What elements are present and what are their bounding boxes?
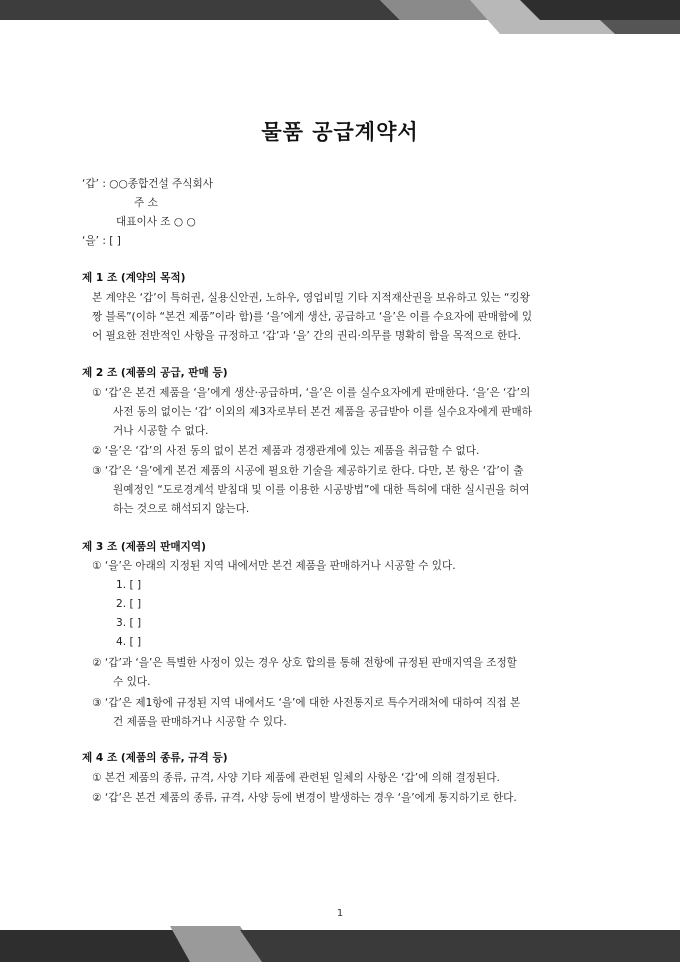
article-1-heading: 제 1 조 (계약의 목적) — [82, 272, 186, 284]
footer-decoration — [0, 926, 680, 962]
article-4-line: ① 본건 제품의 종류, 규격, 사양 기타 제품에 관련된 일체의 사항은 ‘갑’에 의해 결정된다. — [92, 772, 500, 784]
article-3-line: ③ ‘갑’은 제1항에 규정된 지역 내에서도 ‘을’에 대한 사전통지로 특수거래처에 대하여 직접 본 — [92, 697, 521, 709]
region-item: 4. [ ] — [116, 636, 142, 648]
article-2-line: ② ‘을’은 ‘갑’의 사전 동의 없이 본건 제품과 경쟁관계에 있는 제품을 취급할 수 없다. — [92, 445, 480, 457]
region-item: 2. [ ] — [116, 598, 142, 610]
article-3-heading: 제 3 조 (제품의 판매지역) — [82, 541, 206, 553]
page-number: 1 — [336, 908, 344, 919]
region-item: 3. [ ] — [116, 617, 142, 629]
article-2-heading: 제 2 조 (제품의 공급, 판매 등) — [82, 367, 228, 379]
article-2-line: 하는 것으로 해석되지 않는다. — [113, 503, 250, 515]
party-eul: ‘을’ : [ ] — [82, 235, 121, 247]
article-2-line: 사전 동의 없이는 ‘갑’ 이외의 제3자로부터 본건 제품을 공급받아 이를 실수요자에게 판매하 — [113, 406, 532, 418]
party-address: 주 소 — [134, 197, 158, 209]
article-1-line: 짱 블록”(이하 “본건 제품”이라 함)를 ‘을’에게 생산, 공급하고 ‘을’은 이를 수요자에 판매함에 있 — [92, 311, 533, 323]
region-item: 1. [ ] — [116, 579, 142, 591]
article-3-line: 건 제품을 판매하거나 시공할 수 있다. — [113, 716, 287, 728]
header-decoration — [0, 0, 680, 34]
party-gap: ‘갑’ : ○○종합건설 주식회사 — [82, 178, 213, 190]
article-1-line: 어 필요한 전반적인 사항을 규정하고 ‘갑’과 ‘을’ 간의 권리·의무를 명확히 함을 목적으로 한다. — [92, 330, 522, 342]
article-2-line: 원예정인 “도로경계석 받침대 및 이를 이용한 시공방법”에 대한 특허에 대한 실시권을 허여 — [113, 484, 530, 496]
article-1-line: 본 계약은 ‘갑’이 특허권, 실용신안권, 노하우, 영업비밀 기타 지적재산권을 보유하고 있는 “킹왕 — [92, 292, 531, 304]
article-2-line: 거나 시공할 수 없다. — [113, 425, 209, 437]
party-ceo: 대표이사 조 ○ ○ — [116, 216, 196, 228]
article-4-heading: 제 4 조 (제품의 종류, 규격 등) — [82, 752, 228, 764]
article-3-line: ① ‘을’은 아래의 지정된 지역 내에서만 본건 제품을 판매하거나 시공할 수 있다. — [92, 560, 456, 572]
article-2-line: ① ‘갑’은 본건 제품을 ‘을’에게 생산·공급하며, ‘을’은 이를 실수요자에게 판매한다. ‘을’은 ‘갑’의 — [92, 387, 531, 399]
article-3-line: ② ‘갑’과 ‘을’은 특별한 사정이 있는 경우 상호 합의를 통해 전항에 규정된 판매지역을 조정할 — [92, 657, 517, 669]
article-3-line: 수 있다. — [113, 676, 151, 688]
article-2-line: ③ ‘갑’은 ‘을’에게 본건 제품의 시공에 필요한 기술을 제공하기로 한다. 다만, 본 항은 ‘갑’이 출 — [92, 465, 524, 477]
document-title: 물품 공급계약서 — [261, 120, 419, 144]
article-4-line: ② ‘갑’은 본건 제품의 종류, 규격, 사양 등에 변경이 발생하는 경우 ‘을’에게 통지하기로 한다. — [92, 792, 517, 804]
